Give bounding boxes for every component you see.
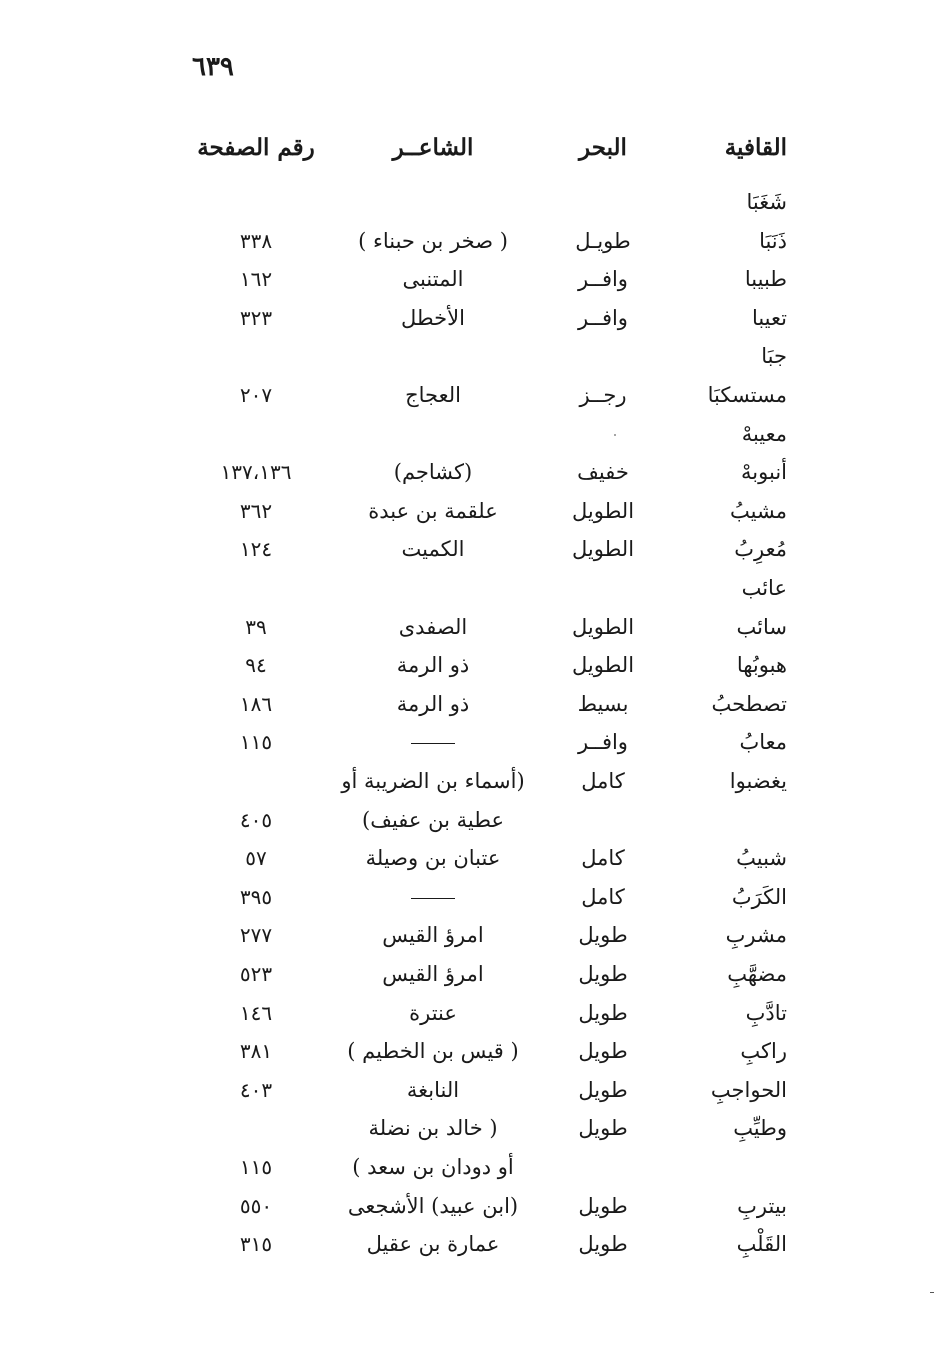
cell-bahr: الطويل <box>571 653 635 677</box>
omitted-poet-dash <box>411 743 455 744</box>
cell-page: ٢٧٧ <box>239 923 273 947</box>
cell-poet <box>411 887 455 908</box>
cell-bahr: طويل <box>578 1001 628 1025</box>
cell-poet: امرؤ القيس <box>382 962 484 986</box>
cell-qafiya: هبوبُها <box>736 653 787 677</box>
cell-page: ١٦٢ <box>239 267 273 291</box>
cell-page: ٣٢٣ <box>239 306 273 330</box>
cell-poet: أو دودان بن سعد ) <box>352 1155 514 1179</box>
cell-qafiya: مُعرِبُ <box>734 537 787 561</box>
cell-qafiya: جبَا <box>761 344 787 368</box>
cell-page: ١٢٤ <box>239 537 273 561</box>
cell-bahr: رجــز <box>579 383 627 407</box>
cell-qafiya: بيتربِ <box>737 1194 787 1218</box>
cell-page: ٣١٥ <box>239 1232 273 1256</box>
cell-bahr: كامل <box>581 885 625 909</box>
cell-page: ٥٧ <box>245 846 267 870</box>
cell-qafiya: راكبِ <box>740 1039 787 1063</box>
cell-qafiya: شَغَبَا <box>746 190 787 214</box>
cell-poet: الكميت <box>401 537 465 561</box>
cell-bahr: الطويل <box>571 537 635 561</box>
cell-poet: ( قيس بن الخطيم ) <box>347 1039 519 1063</box>
cell-bahr: وافــر <box>578 267 628 291</box>
cell-bahr: طويل <box>578 1078 628 1102</box>
cell-page: ٣٩٥ <box>239 885 273 909</box>
omitted-poet-dash <box>411 898 455 899</box>
cell-poet: عنترة <box>409 1001 457 1025</box>
cell-qafiya: القَلْبِ <box>736 1232 787 1256</box>
cell-qafiya: عائب <box>741 576 787 600</box>
cell-poet: الصفدى <box>398 615 468 639</box>
cell-poet: عطية بن عفيف) <box>362 808 504 832</box>
print-speck <box>614 434 616 436</box>
cell-page: ١٨٦ <box>239 692 273 716</box>
cell-poet: ( صخر بن حبناء ) <box>358 229 508 253</box>
cell-qafiya: معابُ <box>739 730 787 754</box>
cell-page: ٣٨١ <box>239 1039 273 1063</box>
cell-bahr: طويل <box>578 1116 628 1140</box>
cell-page: ١١٥ <box>239 730 273 754</box>
cell-poet: العجاج <box>405 383 461 407</box>
cell-bahr: وافــر <box>578 306 628 330</box>
cell-qafiya: مستسكبَا <box>707 383 787 407</box>
cell-page: ٢٠٧ <box>239 383 273 407</box>
cell-poet: الأخطل <box>401 306 465 330</box>
header-poet: الشاعــر <box>392 134 474 161</box>
cell-page: ٥٢٣ <box>239 962 273 986</box>
cell-page: ٥٥٠ <box>239 1194 273 1218</box>
cell-bahr: بسيط <box>577 692 629 716</box>
cell-page: ٤٠٣ <box>239 1078 273 1102</box>
cell-bahr: خفيف <box>577 460 629 484</box>
cell-qafiya: مضهَّبِ <box>727 962 787 986</box>
cell-poet: (كشاجم) <box>393 460 473 484</box>
header-qafiya: القافية <box>724 134 787 161</box>
cell-qafiya: مشربِ <box>725 923 787 947</box>
header-bahr: البحر <box>579 134 627 161</box>
cell-bahr: طويل <box>578 1194 628 1218</box>
cell-poet: علقمة بن عبدة <box>368 499 498 523</box>
cell-bahr: كامل <box>581 769 625 793</box>
cell-poet <box>411 732 455 753</box>
cell-page: ١٤٦ <box>239 1001 273 1025</box>
cell-page: ١١٥ <box>239 1155 273 1179</box>
cell-bahr: طويـل <box>575 229 631 253</box>
cell-bahr: طويل <box>578 1039 628 1063</box>
cell-qafiya: أنبوبهْ <box>741 460 787 484</box>
margin-mark <box>930 1292 934 1293</box>
cell-qafiya: تعيبا <box>751 306 787 330</box>
cell-bahr: طويل <box>578 962 628 986</box>
cell-qafiya: طبيبا <box>744 267 787 291</box>
cell-poet: عتبان بن وصيلة <box>365 846 501 870</box>
cell-poet: امرؤ القيس <box>382 923 484 947</box>
cell-qafiya: الكَرَبُ <box>731 885 787 909</box>
cell-poet: المتنبى <box>402 267 464 291</box>
cell-qafiya: وطيِّبِ <box>733 1116 787 1140</box>
cell-poet: (ابن عبيد) الأشجعى <box>347 1194 519 1218</box>
cell-qafiya: الحواجبِ <box>710 1078 787 1102</box>
cell-qafiya: سائب <box>736 615 787 639</box>
cell-bahr: الطويل <box>571 499 635 523</box>
cell-page: ٩٤ <box>245 653 267 677</box>
header-page: رقم الصفحة <box>197 134 315 161</box>
cell-qafiya: ذَنَبَا <box>759 229 787 253</box>
cell-qafiya: يغضبوا <box>729 769 787 793</box>
cell-page: ٣٦٢ <box>239 499 273 523</box>
cell-page: ٣٩ <box>245 615 267 639</box>
cell-poet: النابغة <box>406 1078 460 1102</box>
cell-bahr: كامل <box>581 846 625 870</box>
cell-page: ٣٣٨ <box>239 229 273 253</box>
cell-qafiya: تادَّبِ <box>745 1001 787 1025</box>
cell-poet: ذو الرمة <box>396 653 470 677</box>
cell-poet: عمارة بن عقيل <box>366 1232 500 1256</box>
cell-poet: (أسماء بن الضريبة أو <box>341 769 525 793</box>
cell-bahr: طويل <box>578 923 628 947</box>
cell-qafiya: تصطحبُ <box>711 692 787 716</box>
cell-poet: ذو الرمة <box>396 692 470 716</box>
cell-bahr: وافــر <box>578 730 628 754</box>
cell-qafiya: شبيبُ <box>736 846 787 870</box>
cell-bahr: طويل <box>578 1232 628 1256</box>
cell-page: ١٣٧،١٣٦ <box>220 460 292 484</box>
cell-poet: ( خالد بن نضلة <box>368 1116 498 1140</box>
cell-qafiya: مشيبُ <box>730 499 787 523</box>
cell-bahr: الطويل <box>571 615 635 639</box>
cell-qafiya: معيبهْ <box>741 422 787 446</box>
cell-page: ٤٠٥ <box>239 808 273 832</box>
page-number: ٦٣٩ <box>192 52 234 82</box>
